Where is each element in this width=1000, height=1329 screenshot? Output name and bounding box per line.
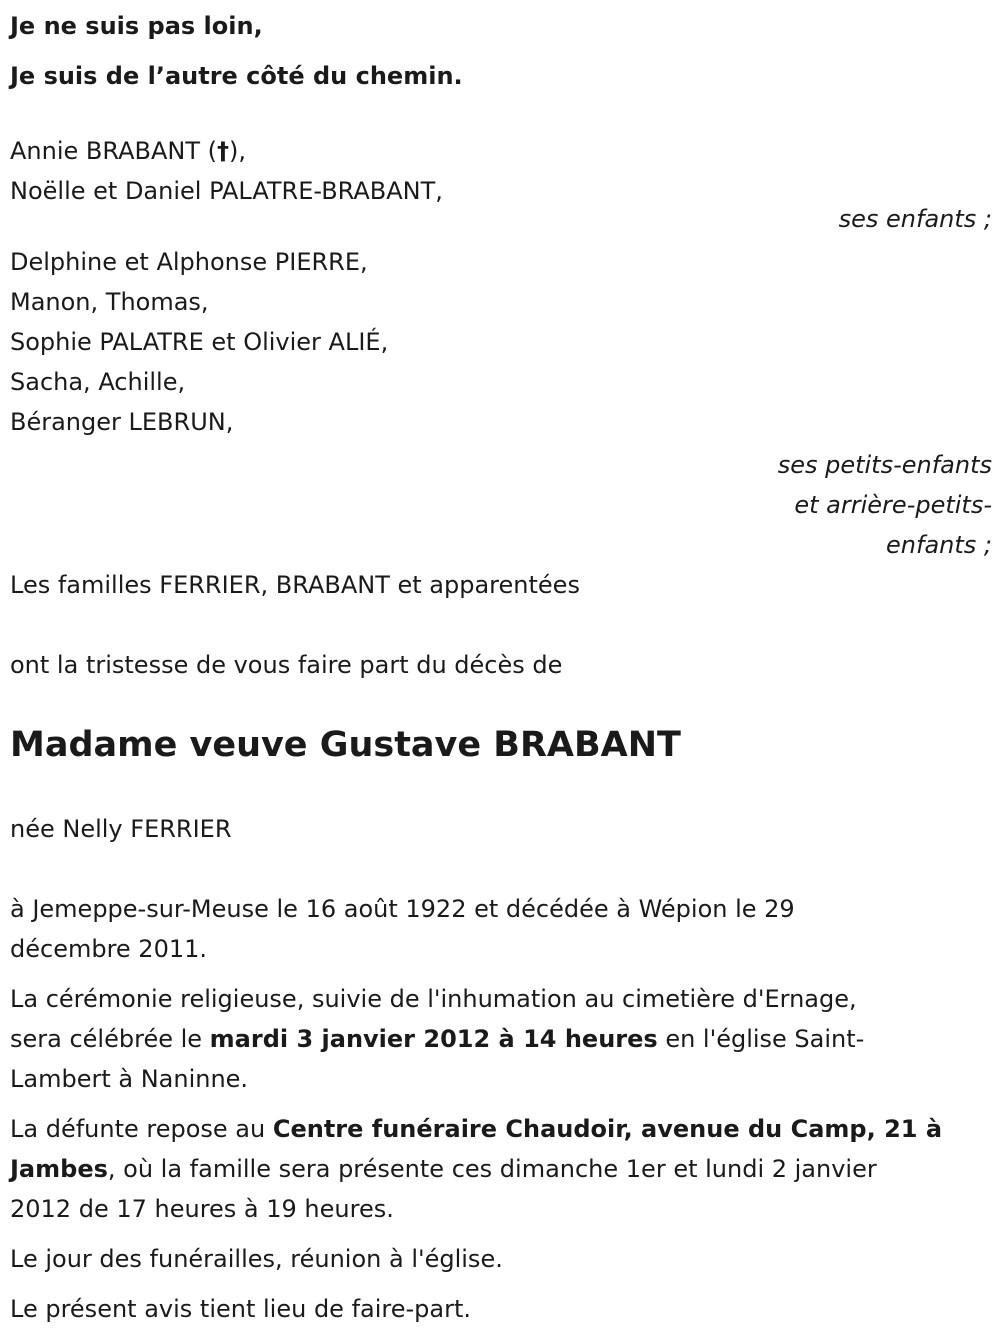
ceremony-line-3: Lambert à Naninne. [10, 1065, 249, 1093]
rest-line-2-suffix: , où la famille sera présente ces dimanche 1er et lundi 2 janvier [107, 1155, 877, 1183]
birth-death-line-1: à Jemeppe-sur-Meuse le 16 août 1922 et décédée à Wépion le 29 [10, 895, 795, 923]
grandchildren-role-3: enfants ; [886, 531, 992, 559]
grandchildren-role-1: ses petits-enfants [777, 451, 992, 479]
epigraph-line-1: Je ne suis pas loin, [10, 12, 263, 40]
grandchild-line-3: Sophie PALATRE et Olivier ALIÉ, [10, 328, 389, 356]
funeral-day-line: Le jour des funérailles, réunion à l'église. [10, 1245, 503, 1273]
grandchild-line-1: Delphine et Alphonse PIERRE, [10, 248, 368, 276]
funeral-home-address: Centre funéraire Chaudoir, avenue du Camp, 21 à [272, 1115, 943, 1143]
rest-line-3: 2012 de 17 heures à 19 heures. [10, 1195, 394, 1223]
epigraph-line-2: Je suis de l’autre côté du chemin. [10, 62, 463, 90]
grandchild-line-4: Sacha, Achille, [10, 368, 186, 396]
ceremony-line-2 [10, 1019, 992, 1059]
grandchild-line-2: Manon, Thomas, [10, 288, 209, 316]
ceremony-line-2-suffix: en l'église Saint- [657, 1025, 865, 1053]
grandchildren-role-2: et arrière-petits- [794, 491, 992, 519]
obituary-notice [10, 0, 992, 1329]
ceremony-date: mardi 3 janvier 2012 à 14 heures [209, 1025, 658, 1053]
rest-line-1-prefix: La défunte repose au [10, 1115, 273, 1143]
rest-line-1 [10, 1109, 992, 1149]
grandchild-line-5: Béranger LEBRUN, [10, 408, 234, 436]
cross-icon: † [216, 137, 229, 165]
announcement-line: ont la tristesse de vous faire part du décès de [10, 651, 563, 679]
notice-line: Le présent avis tient lieu de faire-part. [10, 1295, 472, 1323]
child-line-1 [10, 131, 992, 171]
rest-line-2 [10, 1149, 992, 1189]
children-role: ses enfants ; [838, 205, 992, 233]
rest-paragraph [10, 1109, 992, 1229]
deceased-name: Madame veuve Gustave BRABANT [10, 725, 681, 765]
maiden-name: née Nelly FERRIER [10, 815, 232, 843]
birth-death-line-2: décembre 2011. [10, 935, 208, 963]
child-line-2: Noëlle et Daniel PALATRE-BRABANT, [10, 177, 443, 205]
child-line-1-suffix: ), [228, 137, 246, 165]
epigraph [10, 1, 992, 101]
families-line: Les familles FERRIER, BRABANT et apparentées [10, 571, 580, 599]
ceremony-paragraph [10, 979, 992, 1099]
grandchildren-block [10, 242, 992, 565]
ceremony-line-2-prefix: sera célébrée le [10, 1025, 210, 1053]
birth-death-paragraph [10, 889, 992, 969]
child-name-annie: Annie BRABANT ( [10, 137, 217, 165]
children-block [10, 131, 992, 234]
ceremony-line-1: La cérémonie religieuse, suivie de l'inhumation au cimetière d'Ernage, [10, 985, 857, 1013]
funeral-home-city: Jambes [10, 1155, 108, 1183]
